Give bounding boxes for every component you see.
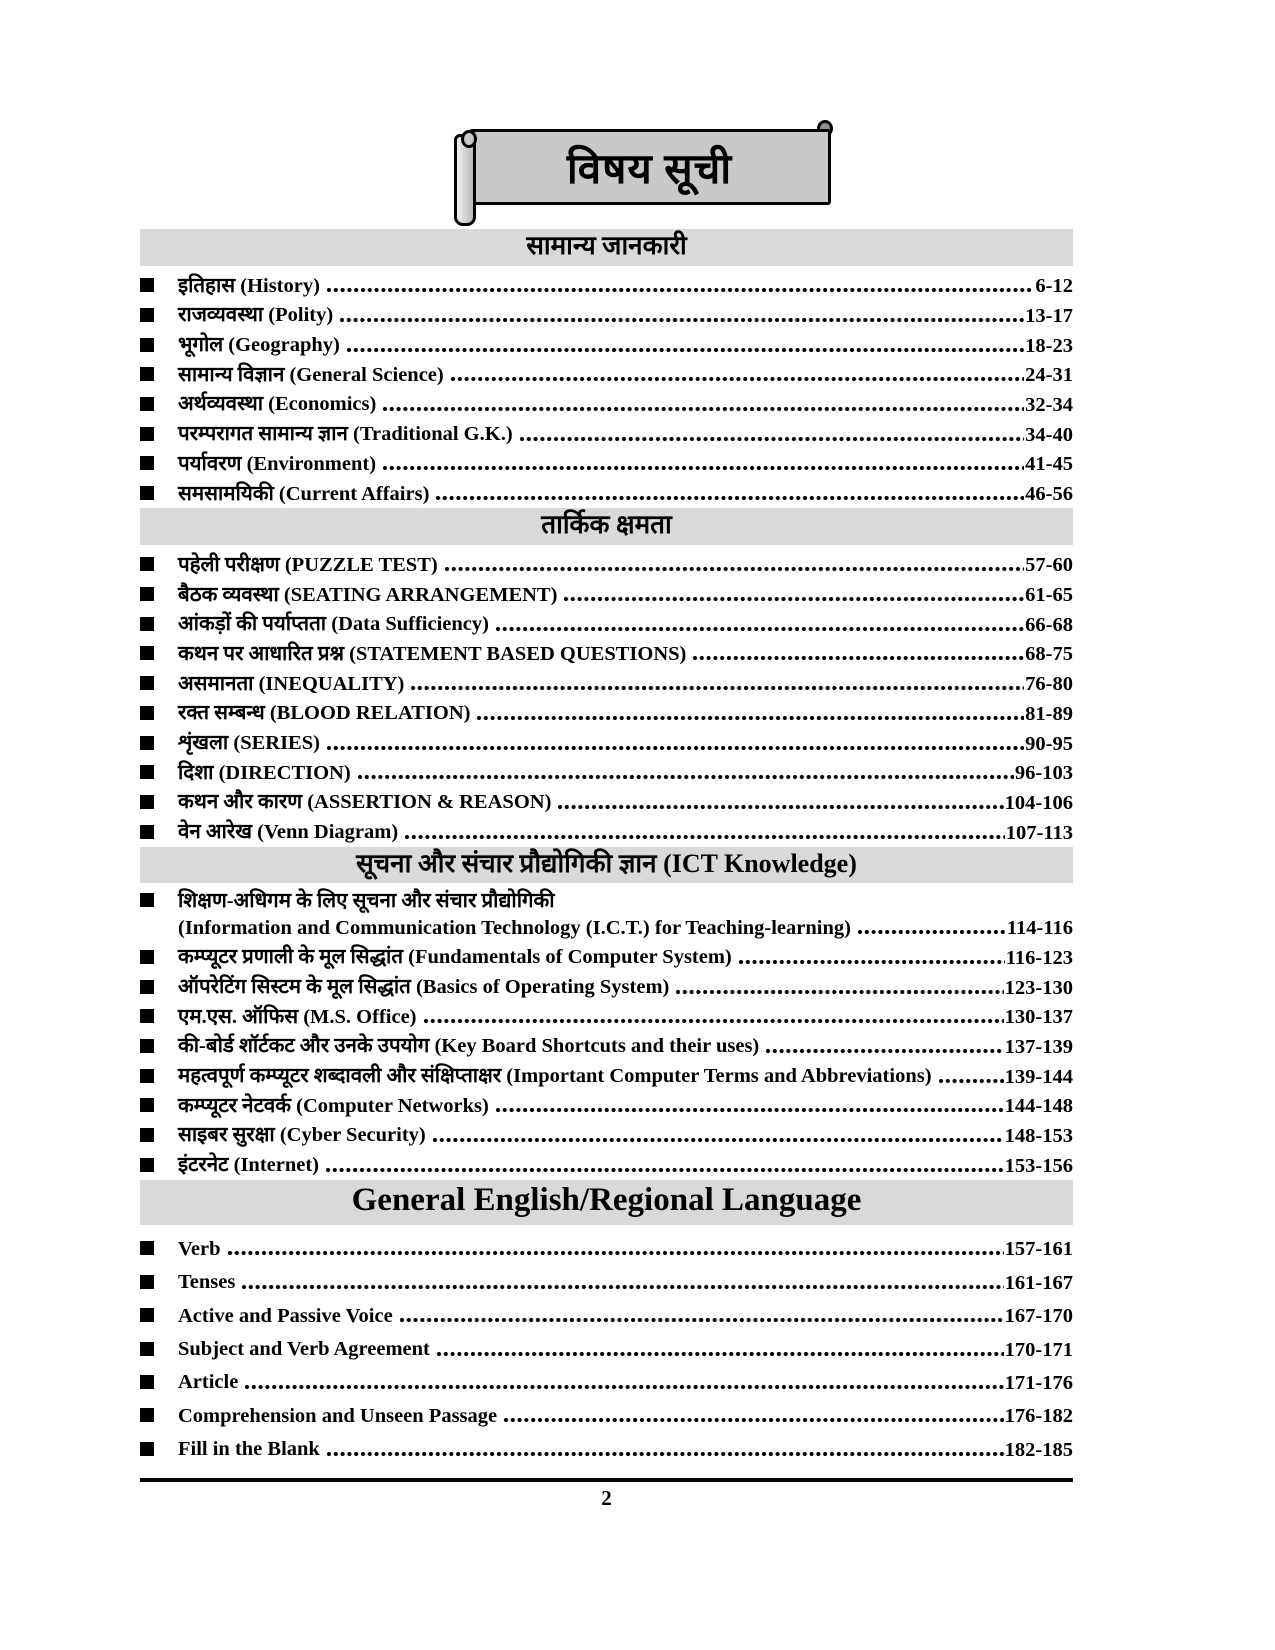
toc-entry-label: बैठक व्यवस्था (SEATING ARRANGEMENT): [178, 583, 558, 606]
dotted-leader: [404, 834, 1005, 840]
toc-entry-pages: 114-116: [1006, 917, 1073, 940]
toc-entry: [140, 756, 1073, 786]
bullet-square-icon: [140, 1039, 154, 1053]
section-title: General English/Regional Language: [351, 1181, 862, 1218]
toc-entry: [140, 1000, 1073, 1030]
toc-entry-label: समसामयिकी (Current Affairs): [178, 482, 430, 505]
bullet-square-icon: [140, 338, 154, 352]
bullet-square-icon: [140, 308, 154, 322]
toc-entry: [140, 1228, 1073, 1261]
toc-entry: [140, 298, 1073, 328]
section-title: सूचना और संचार प्रौद्योगिकी ज्ञान (ICT Knowledge): [356, 848, 857, 878]
toc-entry-label: Fill in the Blank: [178, 1438, 320, 1461]
bullet-square-icon: [140, 950, 154, 964]
bullet-square-icon: [140, 1009, 154, 1023]
toc-entry: [140, 1261, 1073, 1294]
bullet-square-icon: [140, 1098, 154, 1112]
toc-entry: [140, 607, 1073, 637]
toc-entry-label: ऑपरेटिंग सिस्टम के मूल सिद्धांत (Basics of Operating System): [178, 975, 670, 998]
dotted-leader: [444, 566, 1024, 572]
toc-entry-pages: 18-23: [1025, 334, 1073, 357]
toc-entry-pages: 144-148: [1004, 1095, 1073, 1118]
toc-entry-label: कम्प्यूटर प्रणाली के मूल सिद्धांत (Fundamentals of Computer System): [178, 946, 732, 969]
toc-entry-pages: 107-113: [1005, 821, 1073, 844]
section-title: सामान्य जानकारी: [526, 231, 687, 260]
toc-entry-pages: 130-137: [1004, 1006, 1073, 1029]
toc-entry-continuation: [140, 913, 1073, 940]
toc-entry-pages: 137-139: [1004, 1035, 1073, 1058]
dotted-leader: [326, 1451, 1004, 1457]
dotted-leader: [382, 465, 1024, 471]
bullet-square-icon: [140, 617, 154, 631]
toc-entry-label: Subject and Verb Agreement: [178, 1337, 430, 1360]
bullet-square-icon: [140, 1308, 154, 1322]
toc-entry-label: (Information and Communication Technology (I.C.T.) for Teaching-learning): [178, 916, 851, 939]
toc-entry-label: की-बोर्ड शॉर्टकट और उनके उपयोग (Key Board Shortcuts and their uses): [178, 1035, 760, 1058]
toc-entry: [140, 886, 1073, 913]
toc-entry: [140, 548, 1073, 578]
toc-entry-label: इतिहास (History): [178, 274, 320, 297]
section-header: [140, 229, 1073, 266]
toc-entry: [140, 940, 1073, 970]
dotted-leader: [436, 1351, 1004, 1357]
bullet-square-icon: [140, 646, 154, 660]
toc-entry: [140, 726, 1073, 756]
toc-entry-pages: 34-40: [1025, 423, 1073, 446]
toc-entry-label: कथन पर आधारित प्रश्न (STATEMENT BASED QUESTIONS): [178, 642, 687, 665]
toc-entry: [140, 970, 1073, 1000]
page-title: विषय सूची: [566, 146, 733, 193]
dotted-leader: [326, 287, 1034, 293]
dotted-leader: [241, 1284, 1003, 1290]
section-header: [140, 508, 1073, 545]
toc-entry-label: साइबर सुरक्षा (Cyber Security): [178, 1124, 426, 1147]
toc-entry-label: इंटरनेट (Internet): [178, 1154, 319, 1177]
bullet-square-icon: [140, 980, 154, 994]
bullet-square-icon: [140, 1442, 154, 1456]
toc-entry: [140, 1029, 1073, 1059]
toc-entry: [140, 476, 1073, 506]
dotted-leader: [557, 804, 1003, 810]
toc-entry-label: Active and Passive Voice: [178, 1304, 393, 1327]
dotted-leader: [519, 436, 1025, 442]
toc-entry-label: पर्यावरण (Environment): [178, 452, 377, 475]
toc-entry-pages: 32-34: [1025, 394, 1073, 417]
dotted-leader: [692, 655, 1024, 661]
dotted-leader: [476, 715, 1024, 721]
toc-entry-label: वेन आरेख (Venn Diagram): [178, 821, 399, 843]
toc-entry: [140, 387, 1073, 417]
toc-entry-label: राजव्यवस्था (Polity): [178, 304, 334, 327]
section-title: तार्किक क्षमता: [541, 510, 672, 540]
toc-entry-label: सामान्य विज्ञान (General Science): [178, 363, 444, 386]
toc-entry-label: शिक्षण-अधिगम के लिए सूचना और संचार प्रौद्योगिकी: [178, 889, 555, 912]
bullet-square-icon: [140, 1375, 154, 1389]
dotted-leader: [339, 317, 1024, 323]
dotted-leader: [495, 1107, 1004, 1113]
dotted-leader: [765, 1048, 1003, 1054]
bullet-square-icon: [140, 893, 154, 907]
dotted-leader: [399, 1317, 1004, 1323]
bullet-square-icon: [140, 367, 154, 381]
toc-entry: [140, 1089, 1073, 1119]
toc-entry-label: Comprehension and Unseen Passage: [178, 1404, 498, 1427]
toc-entry-pages: 96-103: [1014, 762, 1073, 785]
toc-entry: [140, 328, 1073, 358]
bullet-square-icon: [140, 397, 154, 411]
toc-entry: [140, 577, 1073, 607]
toc-entry: [140, 1395, 1073, 1428]
toc-entry: [140, 815, 1073, 845]
bullet-square-icon: [140, 456, 154, 470]
toc-entry-pages: 116-123: [1005, 946, 1073, 969]
toc-entry-label: कम्प्यूटर नेटवर्क (Computer Networks): [178, 1094, 489, 1117]
toc-entry-label: दिशा (DIRECTION): [178, 761, 351, 784]
toc-entry-label: असमानता (INEQUALITY): [178, 672, 405, 695]
bullet-square-icon: [140, 427, 154, 441]
dotted-leader: [435, 495, 1024, 501]
dotted-leader: [675, 989, 1003, 995]
dotted-leader: [382, 406, 1024, 412]
toc-entry-pages: 46-56: [1025, 483, 1073, 506]
bullet-square-icon: [140, 1158, 154, 1172]
toc-entry: [140, 1118, 1073, 1148]
bullet-square-icon: [140, 795, 154, 809]
bullet-square-icon: [140, 825, 154, 839]
bullet-square-icon: [140, 557, 154, 571]
dotted-leader: [326, 745, 1024, 751]
dotted-leader: [432, 1137, 1004, 1143]
dotted-leader: [857, 929, 1006, 935]
bullet-square-icon: [140, 587, 154, 601]
toc-entry: [140, 1428, 1073, 1461]
toc-entry-label: Tenses: [178, 1271, 236, 1294]
bullet-square-icon: [140, 706, 154, 720]
bullet-square-icon: [140, 486, 154, 500]
toc-entry: [140, 696, 1073, 726]
dotted-leader: [244, 1384, 1003, 1390]
dotted-leader: [563, 596, 1024, 602]
dotted-leader: [738, 959, 1005, 965]
bullet-square-icon: [140, 278, 154, 292]
toc-entry-label: Article: [178, 1371, 239, 1394]
bullet-square-icon: [140, 1128, 154, 1142]
dotted-leader: [495, 626, 1024, 632]
toc-entry-pages: 123-130: [1004, 976, 1073, 999]
toc-entry: [140, 1328, 1073, 1361]
bullet-square-icon: [140, 736, 154, 750]
toc-entry-pages: 90-95: [1025, 732, 1073, 755]
section-header: [140, 1180, 1073, 1225]
toc-entry: [140, 269, 1073, 299]
dotted-leader: [423, 1018, 1004, 1024]
footer-rule: [140, 1478, 1073, 1482]
toc-entry-pages: 157-161: [1004, 1238, 1073, 1261]
toc-entry-pages: 6-12: [1035, 275, 1073, 298]
toc-entry-pages: 167-170: [1004, 1305, 1073, 1328]
toc-entry-pages: 171-176: [1004, 1371, 1073, 1394]
toc-entry-label: एम.एस. ऑफिस (M.S. Office): [178, 1005, 417, 1028]
toc-entry-pages: 81-89: [1025, 702, 1073, 725]
toc-entry: [140, 785, 1073, 815]
toc-entry-pages: 68-75: [1025, 643, 1073, 666]
toc-entry: [140, 358, 1073, 388]
toc-entry-pages: 57-60: [1025, 554, 1073, 577]
section-header: [140, 847, 1073, 884]
toc-list: [140, 229, 1073, 1462]
toc-entry: [140, 447, 1073, 477]
toc-entry: [140, 666, 1073, 696]
toc-entry-pages: 104-106: [1004, 791, 1073, 814]
toc-entry-pages: 66-68: [1025, 613, 1073, 636]
toc-entry-pages: 13-17: [1025, 304, 1073, 327]
toc-entry-pages: 148-153: [1004, 1124, 1073, 1147]
toc-entry-label: कथन और कारण (ASSERTION & REASON): [178, 791, 552, 814]
toc-entry-label: रक्त सम्बन्ध (BLOOD RELATION): [178, 702, 471, 725]
dotted-leader: [938, 1078, 1004, 1084]
toc-entry-label: महत्वपूर्ण कम्प्यूटर शब्दावली और संक्षिप्ताक्षर (Important Computer Terms and Abbreviations): [178, 1065, 932, 1088]
banner-band: [469, 129, 831, 205]
dotted-leader: [450, 376, 1024, 382]
dotted-leader: [227, 1250, 1004, 1256]
toc-entry-pages: 76-80: [1025, 673, 1073, 696]
dotted-leader: [410, 685, 1024, 691]
toc-entry-label: अर्थव्यवस्था (Economics): [178, 393, 377, 416]
bullet-square-icon: [140, 1275, 154, 1289]
dotted-leader: [325, 1167, 1004, 1173]
toc-entry: [140, 1148, 1073, 1178]
bullet-square-icon: [140, 1408, 154, 1422]
toc-entry: [140, 1059, 1073, 1089]
bullet-square-icon: [140, 765, 154, 779]
page-number: 2: [601, 1485, 612, 1510]
toc-entry-pages: 161-167: [1004, 1271, 1073, 1294]
toc-entry-pages: 61-65: [1025, 584, 1073, 607]
toc-entry: [140, 1362, 1073, 1395]
dotted-leader: [503, 1417, 1004, 1423]
title-banner: [454, 125, 834, 223]
toc-entry-pages: 170-171: [1004, 1338, 1073, 1361]
toc-entry-pages: 182-185: [1004, 1438, 1073, 1461]
bullet-square-icon: [140, 1241, 154, 1255]
toc-entry-label: Verb: [178, 1237, 221, 1260]
bullet-square-icon: [140, 1342, 154, 1356]
dotted-leader: [346, 347, 1024, 353]
toc-entry-pages: 176-182: [1004, 1405, 1073, 1428]
banner-scroll-pole-icon: [454, 134, 476, 226]
toc-entry: [140, 1295, 1073, 1328]
toc-entry-pages: 153-156: [1004, 1154, 1073, 1177]
bullet-square-icon: [140, 1069, 154, 1083]
toc-entry-pages: 24-31: [1025, 364, 1073, 387]
toc-entry-label: शृंखला (SERIES): [178, 731, 320, 754]
bullet-square-icon: [140, 676, 154, 690]
toc-entry-pages: 41-45: [1025, 453, 1073, 476]
dotted-leader: [357, 774, 1014, 780]
toc-entry-label: आंकड़ों की पर्याप्तता (Data Sufficiency): [178, 613, 489, 636]
toc-entry-label: भूगोल (Geography): [178, 334, 340, 357]
toc-entry-label: परम्परागत सामान्य ज्ञान (Traditional G.K.): [178, 423, 513, 446]
banner-curl-left-icon: [461, 130, 477, 148]
toc-entry-label: पहेली परीक्षण (PUZZLE TEST): [178, 553, 438, 576]
toc-entry: [140, 637, 1073, 667]
toc-entry-pages: 139-144: [1004, 1065, 1073, 1088]
toc-entry: [140, 417, 1073, 447]
